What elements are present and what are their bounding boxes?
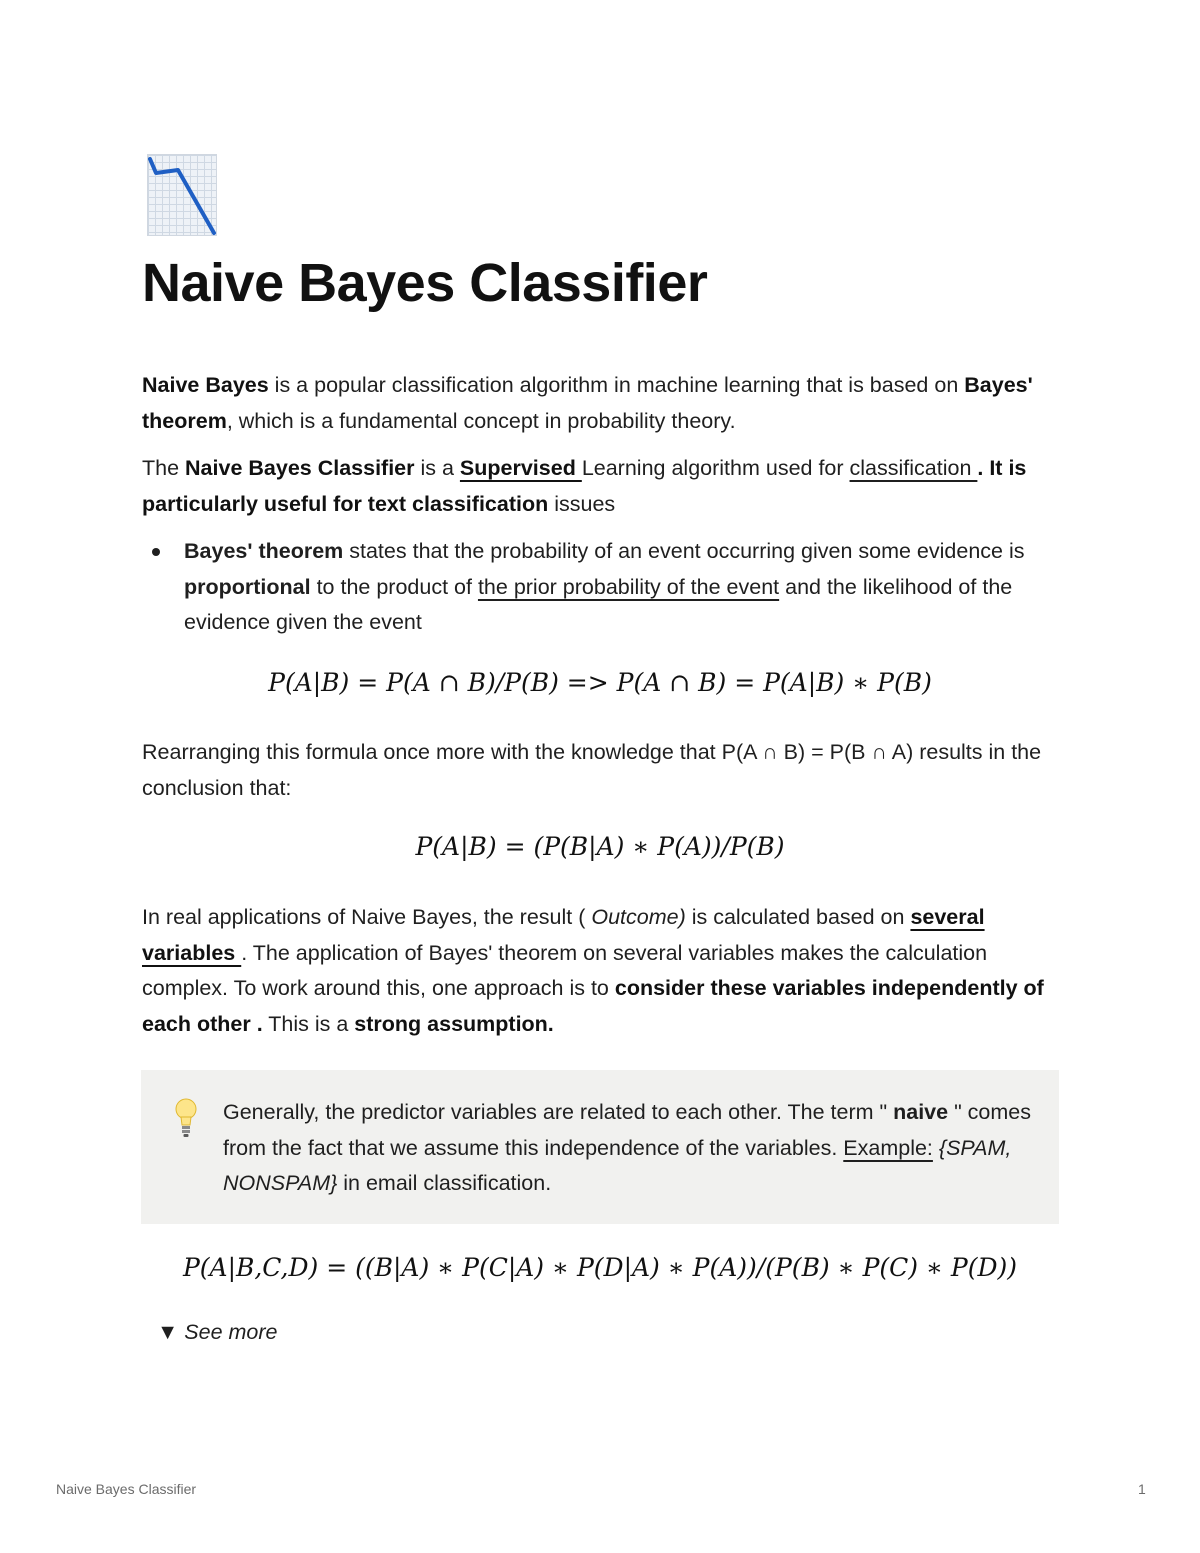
term-naive-bayes: Naive Bayes (142, 373, 269, 397)
equation-naive-bayes: P(A|B,C,D) = ((B|A) ∗ P(C|A) ∗ P(D|A) ∗ P(A))/(P(B) ∗ P(C) ∗ P(D)) (182, 1253, 1018, 1282)
classification-highlight: classification (849, 456, 978, 480)
equation-bayes-2: P(A|B) = (P(B|A) ∗ P(A))/P(B) (415, 832, 785, 861)
bullet-marker (152, 548, 160, 556)
callout-text: Generally, the predictor variables are related to each other. The term " naive " comes from the fact that we assume this independence of the variables. Example: {SPAM, NONSPAM} in email classification. (223, 1100, 1031, 1195)
see-more-toggle[interactable] (157, 1320, 277, 1345)
rearranging-paragraph: Rearranging this formula once more with the knowledge that P(A ∩ B) = P(B ∩ A) results in the conclusion that: (142, 740, 1042, 800)
page-title: Naive Bayes Classifier (142, 253, 708, 313)
definition-paragraph: The Naive Bayes Classifier is a Supervised Learning algorithm used for classification . It is particularly useful for text classification issues (142, 456, 1027, 516)
toggle-label: See more (184, 1320, 278, 1344)
supervised-highlight: Supervised (459, 456, 582, 480)
example-highlight: Example: (843, 1135, 933, 1160)
lightbulb-icon (175, 1098, 197, 1145)
applications-paragraph: In real applications of Naive Bayes, the result ( Outcome) is calculated based on several variables . The application of Bayes' theorem on several variables makes the calculation complex. To work around this, one approach is to consider these variables independently of each other . This is a strong assumption. (142, 905, 1044, 1036)
triangle-down-icon: ▼ (157, 1320, 179, 1344)
term-bayes-theorem: Bayes' theorem (142, 373, 1033, 433)
footer-title: Naive Bayes Classifier (56, 1481, 197, 1497)
equation-bayes-1: P(A|B) = P(A ∩ B)/P(B) => P(A ∩ B) = P(A|B) ∗ P(B) (268, 668, 932, 697)
intro-paragraph: Naive Bayes is a popular classification algorithm in machine learning that is based on Bayes' theorem, which is a fundamental concept in probability theory. (142, 373, 1033, 433)
several-variables-highlight: several variables (142, 905, 985, 965)
bullet-item: Bayes' theorem states that the probability of an event occurring given some evidence is proportional to the product of the prior probability of the event and the likelihood of the evidence given the event (184, 539, 1025, 634)
prior-probability-highlight: the prior probability of the event (477, 574, 780, 599)
chart-decreasing-icon (147, 154, 217, 236)
page-number: 1 (1138, 1481, 1146, 1497)
